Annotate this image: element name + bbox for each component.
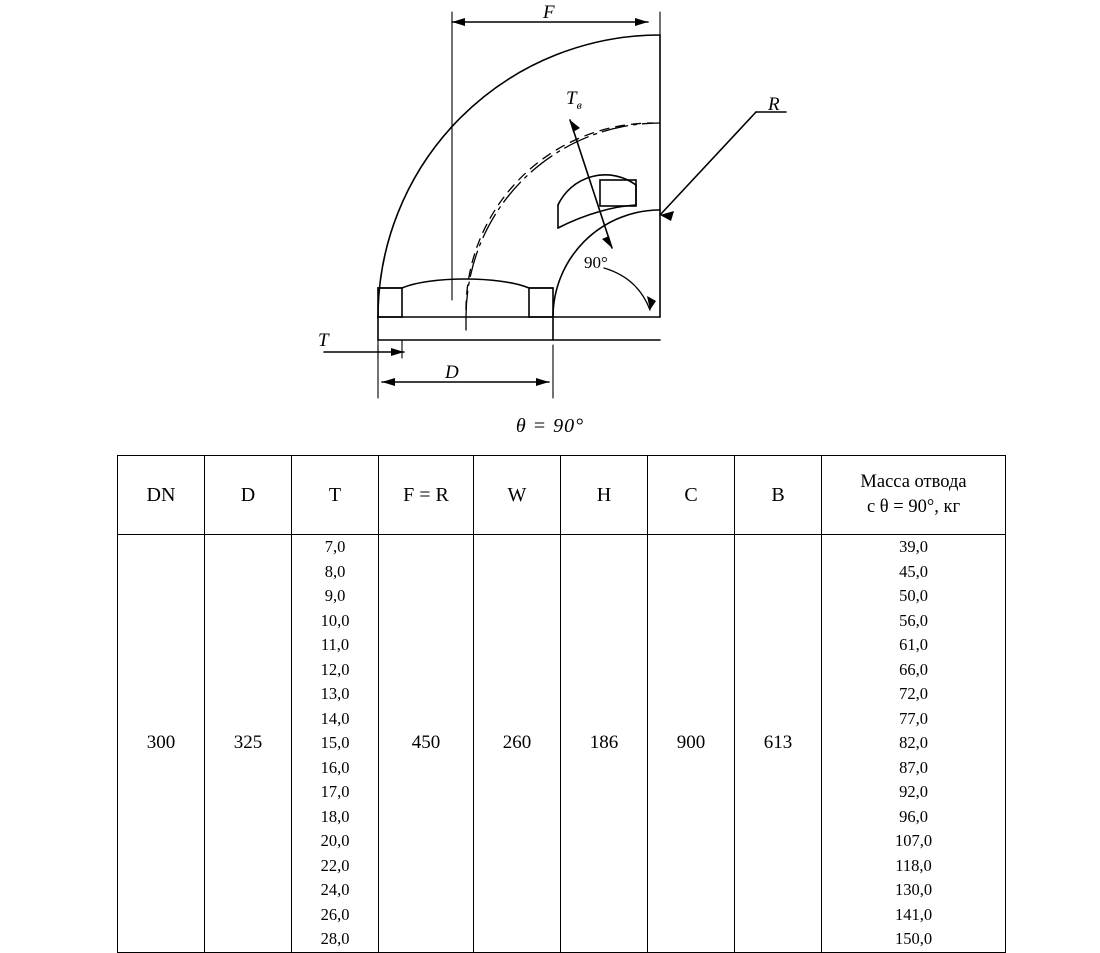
mass-value-9: 87,0	[899, 757, 928, 777]
label-f: F	[543, 2, 555, 23]
t-value-7: 14,0	[320, 708, 350, 728]
label-d: D	[445, 362, 459, 383]
cell-h: 186	[561, 535, 648, 953]
label-t: T	[318, 330, 329, 351]
drawing-caption: θ = 90°	[515, 415, 585, 437]
mass-value-13: 118,0	[895, 855, 932, 875]
t-value-11: 18,0	[320, 806, 350, 826]
mass-value-3: 56,0	[899, 610, 928, 630]
t-value-8: 15,0	[320, 733, 350, 752]
t-value-5: 12,0	[320, 659, 350, 679]
table-row	[118, 535, 1006, 953]
mass-value-16: 150,0	[894, 929, 933, 948]
header-f-r: F = R	[379, 456, 474, 535]
elbow-svg	[0, 0, 1100, 450]
t-value-9: 16,0	[320, 757, 350, 777]
mass-value-1: 45,0	[899, 561, 928, 581]
t-value-0: 7,0	[324, 537, 346, 556]
header-d: D	[205, 456, 292, 535]
specification-table	[117, 455, 1006, 953]
mass-value-11: 96,0	[899, 806, 928, 826]
header-mass	[822, 456, 1006, 535]
t-value-10: 17,0	[320, 782, 350, 801]
mass-value-12: 107,0	[894, 831, 933, 850]
t-value-16: 28,0	[320, 929, 350, 948]
header-w: W	[474, 456, 561, 535]
mass-value-14: 130,0	[894, 880, 933, 899]
header-h: H	[561, 456, 648, 535]
t-value-6: 13,0	[320, 684, 350, 703]
t-value-4: 11,0	[320, 635, 350, 654]
t-value-14: 24,0	[320, 880, 350, 899]
mass-value-7: 77,0	[899, 708, 928, 728]
header-mass-line2: с θ = 90°, кг	[866, 497, 961, 517]
elbow-drawing	[0, 0, 1100, 450]
table-header-row	[118, 456, 1006, 535]
cell-t-list	[292, 535, 379, 953]
header-b: B	[735, 456, 822, 535]
t-value-2: 9,0	[324, 586, 346, 605]
header-dn: DN	[118, 456, 205, 535]
label-t-inner-sub: в	[576, 97, 582, 112]
t-value-15: 26,0	[320, 904, 350, 924]
mass-values-stack	[822, 535, 1005, 952]
cell-f-r: 450	[379, 535, 474, 953]
mass-value-0: 39,0	[899, 537, 928, 556]
cell-w: 260	[474, 535, 561, 953]
mass-value-2: 50,0	[899, 586, 928, 605]
mass-value-4: 61,0	[899, 635, 928, 654]
mass-value-8: 82,0	[899, 733, 928, 752]
t-value-13: 22,0	[320, 855, 350, 875]
t-value-3: 10,0	[320, 610, 350, 630]
header-c: C	[648, 456, 735, 535]
label-t-inner	[566, 88, 582, 113]
mass-value-6: 72,0	[899, 684, 928, 703]
mass-value-5: 66,0	[899, 659, 928, 679]
cell-c: 900	[648, 535, 735, 953]
header-t: T	[292, 456, 379, 535]
cell-mass-list	[822, 535, 1006, 953]
specification-table-wrapper	[117, 455, 985, 953]
cell-dn: 300	[118, 535, 205, 953]
t-value-12: 20,0	[320, 831, 350, 850]
cell-d: 325	[205, 535, 292, 953]
cell-b: 613	[735, 535, 822, 953]
label-r: R	[768, 94, 780, 115]
mass-value-15: 141,0	[894, 904, 933, 924]
label-angle: 90°	[584, 253, 608, 272]
mass-value-10: 92,0	[899, 782, 928, 801]
t-values-stack	[292, 535, 378, 952]
header-mass-line1: Масса отвода	[860, 472, 967, 493]
label-t-inner-main: T	[566, 88, 577, 109]
t-value-1: 8,0	[324, 561, 346, 581]
